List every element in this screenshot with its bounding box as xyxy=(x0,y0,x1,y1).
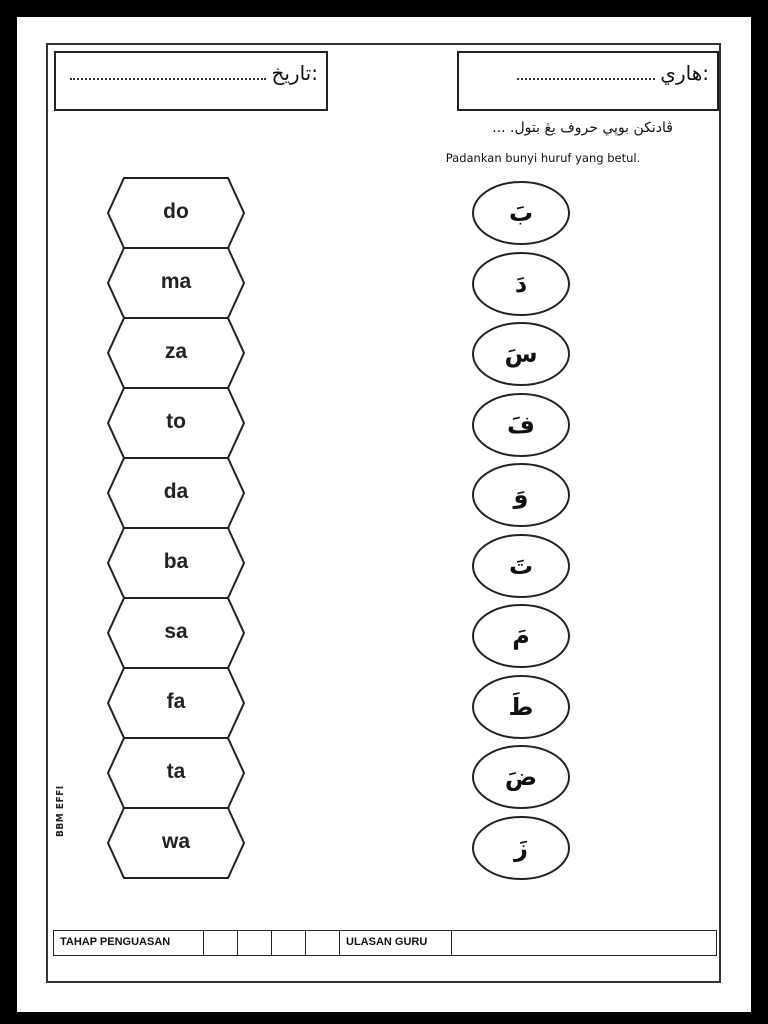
mastery-level-label: TAHAP PENGUASAN xyxy=(54,931,204,955)
syllable-text: fa xyxy=(166,690,186,713)
syllable-tile[interactable] xyxy=(107,387,245,457)
syllable-text: do xyxy=(163,200,189,223)
day-label: هاري: xyxy=(660,61,709,85)
letter-tile[interactable] xyxy=(471,675,571,739)
syllable-text: wa xyxy=(161,830,190,853)
syllable-tile[interactable] xyxy=(107,527,245,597)
arabic-letter: تَ xyxy=(508,551,534,580)
syllable-column xyxy=(107,177,245,877)
syllable-tile[interactable] xyxy=(107,667,245,737)
letter-tile[interactable] xyxy=(471,604,571,668)
letter-tile[interactable] xyxy=(471,463,571,527)
syllable-tile[interactable] xyxy=(107,247,245,317)
teacher-comment-label: ULASAN GURU xyxy=(340,931,452,955)
syllable-tile[interactable] xyxy=(107,807,245,877)
mastery-box-2[interactable] xyxy=(238,931,272,955)
syllable-tile[interactable] xyxy=(107,597,245,667)
arabic-letter: فَ xyxy=(507,410,535,439)
arabic-letter: وَ xyxy=(513,481,529,509)
letter-tile[interactable] xyxy=(471,534,571,598)
mastery-box-4[interactable] xyxy=(306,931,340,955)
assessment-footer xyxy=(53,930,717,956)
arabic-letter: زَ xyxy=(514,833,528,862)
instruction-jawi: ڤادنكن بوڽي حروف يڠ بتول. ... xyxy=(492,120,673,136)
syllable-text: sa xyxy=(164,620,188,643)
day-field-box[interactable] xyxy=(457,51,719,111)
date-label: تاريخ: xyxy=(271,61,318,85)
syllable-text: ta xyxy=(166,760,186,783)
syllable-tile[interactable] xyxy=(107,457,245,527)
syllable-text: to xyxy=(166,410,186,433)
letter-tile[interactable] xyxy=(471,816,571,880)
letter-tile[interactable] xyxy=(471,181,571,245)
syllable-tile[interactable] xyxy=(107,177,245,247)
date-field-box[interactable] xyxy=(54,51,328,111)
arabic-letter: بَ xyxy=(508,199,534,227)
syllable-text: da xyxy=(163,480,189,503)
letter-column xyxy=(471,181,571,886)
mastery-box-3[interactable] xyxy=(272,931,306,955)
watermark-text: BBM EFFI xyxy=(55,785,66,837)
worksheet-page xyxy=(17,17,751,1012)
arabic-letter: سَ xyxy=(504,340,538,368)
syllable-text: ma xyxy=(160,270,192,293)
arabic-letter: مَ xyxy=(512,622,530,650)
mastery-box-1[interactable] xyxy=(204,931,238,955)
letter-tile[interactable] xyxy=(471,322,571,386)
arabic-letter: دَ xyxy=(514,269,528,298)
teacher-comment-box[interactable] xyxy=(452,931,716,955)
syllable-text: za xyxy=(164,340,188,363)
syllable-tile[interactable] xyxy=(107,737,245,807)
syllable-text: ba xyxy=(163,550,189,573)
letter-tile[interactable] xyxy=(471,745,571,809)
instruction-rumi: Padankan bunyi huruf yang betul. xyxy=(445,151,641,165)
syllable-tile[interactable] xyxy=(107,317,245,387)
letter-tile[interactable] xyxy=(471,252,571,316)
arabic-letter: ضَ xyxy=(504,763,538,791)
date-dotted-line xyxy=(70,78,266,80)
day-dotted-line xyxy=(517,78,655,80)
letter-tile[interactable] xyxy=(471,393,571,457)
arabic-letter: طَ xyxy=(508,692,534,721)
